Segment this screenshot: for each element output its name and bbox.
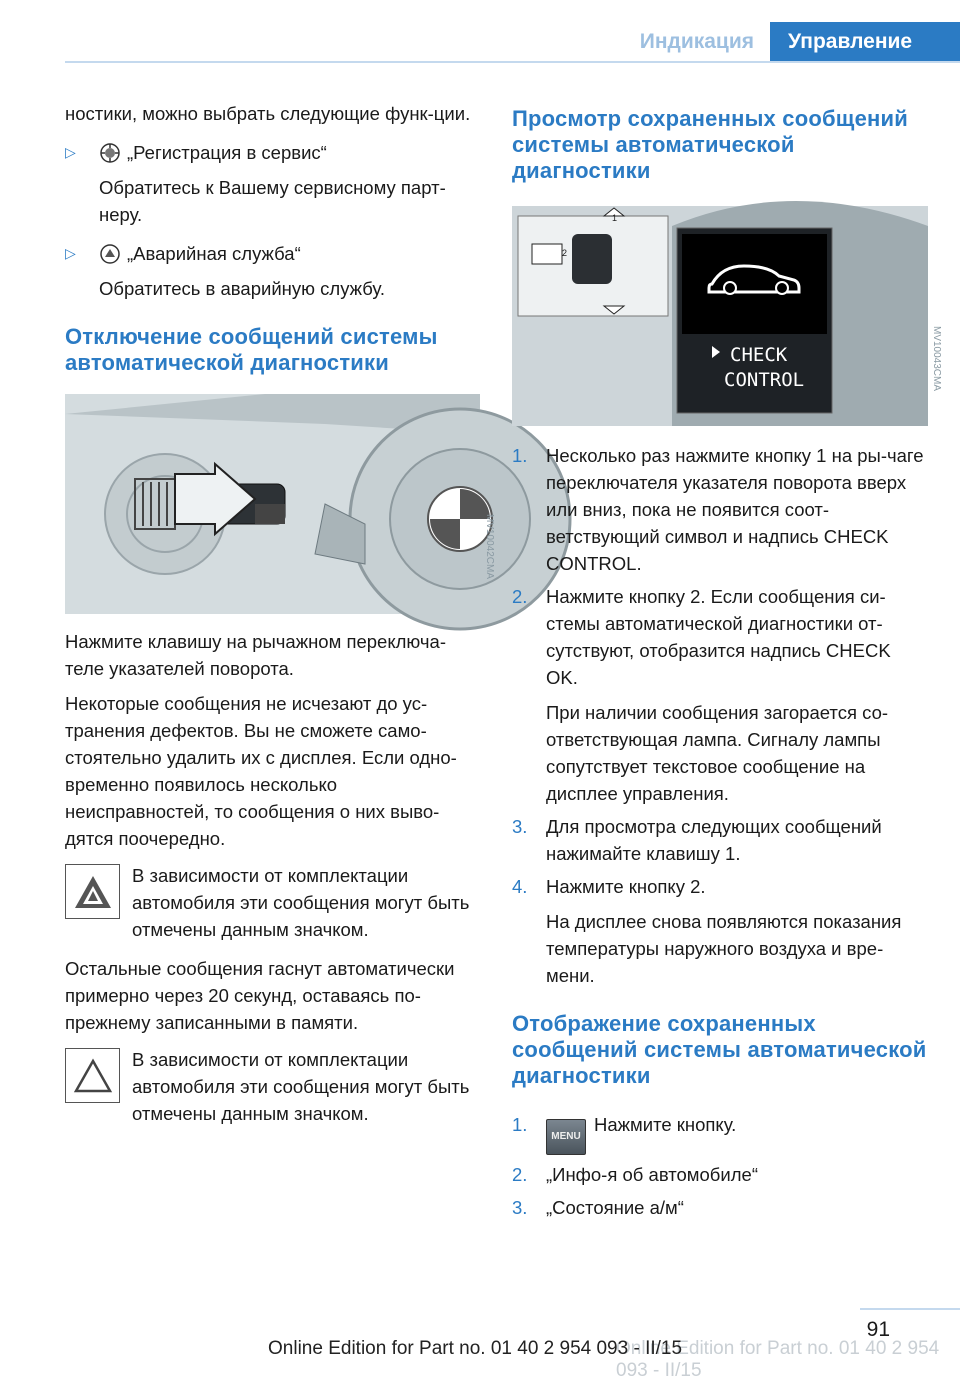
display-figure — [512, 206, 942, 426]
step-text: „Состояние а/м“ — [546, 1197, 684, 1218]
bullet-emergency — [65, 240, 480, 302]
display-text-check: CHECK — [730, 344, 788, 366]
step-3 — [512, 813, 927, 867]
section-nav — [624, 22, 960, 62]
step-text: Нажмите кнопку 2. Если сообщения си-стемы автоматической диагностики от-сутствуют, отобразится надпись CHECK OK. — [546, 586, 891, 688]
step2-2 — [512, 1161, 927, 1188]
footer-divider — [860, 1308, 960, 1310]
section-heading-disable: Отключение сообщений системы автоматической диагностики — [65, 324, 438, 375]
bullet-service — [65, 139, 480, 228]
step-2 — [512, 583, 927, 807]
figure-id-2: MV10043CMA — [931, 326, 942, 392]
step-number: 2. — [512, 586, 528, 607]
bullet-emergency-label: „Аварийная служба“ — [127, 243, 301, 264]
edition-text: Online Edition for Part no. 01 40 2 954 093 - II/15 — [268, 1338, 683, 1359]
step-text: „Инфо-я об автомобиле“ — [546, 1164, 758, 1185]
service-icon — [99, 142, 121, 164]
warning-triangle-icon — [65, 1048, 120, 1103]
emergency-icon — [99, 243, 121, 265]
warning-text-2: В зависимости от комплектации автомобиля эти сообщения могут быть отмечены данным значком. — [132, 1049, 470, 1124]
step2-3 — [512, 1194, 927, 1221]
section-heading-display: Отображение сохраненных сообщений системы автоматической диагностики — [512, 1011, 927, 1088]
display-text-control: CONTROL — [724, 369, 805, 391]
right-column — [512, 106, 942, 1221]
para-other-messages: Остальные сообщения гаснут автоматически примерно через 20 секунд, оставаясь по-прежнему записанными в памяти. — [65, 958, 455, 1033]
check-control-illustration — [512, 206, 928, 426]
step2-1 — [512, 1111, 927, 1155]
bullet-emergency-desc: Обратитесь в аварийную службу. — [99, 278, 385, 299]
warning-note-1 — [65, 862, 480, 943]
warning-text-1: В зависимости от комплектации автомобиля эти сообщения могут быть отмечены данным значком. — [132, 865, 470, 940]
step-number: 1. — [512, 1114, 528, 1135]
step-text: Несколько раз нажмите кнопку 1 на ры-чаге переключателя указателя поворота вверх или вниз, пока не появится соот-ветствующий символ и надпись CHECK CONTROL. — [546, 445, 924, 574]
page-number: 91 — [866, 1318, 890, 1341]
step-note: При наличии сообщения загорается со-ответствующая лампа. Сигналу лампы сопутствует текстовое сообщение на дисплее управления. — [546, 702, 889, 804]
step-text: Для просмотра следующих сообщений нажимайте клавишу 1. — [546, 816, 882, 864]
tab-indication[interactable]: Индикация — [639, 30, 754, 53]
figure-id: MV10042CMA — [484, 514, 495, 580]
para-some-messages: Некоторые сообщения не исчезают до ус-транения дефектов. Вы не сможете само-стоятельно удалить их с дисплея. Если одно-временно появилось несколько неисправностей, то сообщения о них выво-дятся поочередно. — [65, 693, 457, 849]
step-4 — [512, 873, 927, 989]
steps-display-list — [512, 1111, 927, 1221]
steering-illustration — [65, 394, 480, 614]
hazard-triangle-icon — [65, 864, 120, 919]
svg-text:1: 1 — [612, 213, 618, 223]
step-text: Нажмите кнопку. — [594, 1114, 737, 1135]
bullet-service-label: „Регистрация в сервис“ — [127, 142, 327, 163]
watermark-text: Online Edition for Part no. 01 40 2 954 093 - II/15 — [616, 1338, 940, 1381]
section-heading-view: Просмотр сохраненных сообщений системы автоматической диагностики — [512, 106, 908, 183]
step-note: На дисплее снова появляются показания температуры наружного воздуха и вре-мени. — [546, 911, 902, 986]
left-column — [65, 100, 495, 1127]
step-number: 2. — [512, 1164, 528, 1185]
step-text: Нажмите кнопку 2. — [546, 876, 706, 897]
step-number: 3. — [512, 1197, 528, 1218]
svg-text:2: 2 — [562, 248, 568, 258]
tab-control[interactable]: Управление — [770, 22, 960, 62]
triangle-bullet-icon: ▷ — [65, 144, 76, 160]
header-divider — [65, 61, 960, 63]
steps-view-list — [512, 442, 927, 989]
bullet-service-desc: Обратитесь к Вашему сервисному парт-неру. — [99, 177, 446, 225]
steering-figure — [65, 394, 495, 614]
para-press-key: Нажмите клавишу на рычажном переключа-теле указателей поворота. — [65, 631, 446, 679]
step-number: 4. — [512, 876, 528, 897]
intro-text: ностики, можно выбрать следующие функ-ции. — [65, 103, 471, 124]
step-1 — [512, 442, 927, 577]
triangle-bullet-icon: ▷ — [65, 245, 76, 261]
step-number: 3. — [512, 816, 528, 837]
step-number: 1. — [512, 445, 528, 466]
warning-note-2 — [65, 1046, 480, 1127]
menu-button[interactable]: MENU — [546, 1119, 586, 1155]
